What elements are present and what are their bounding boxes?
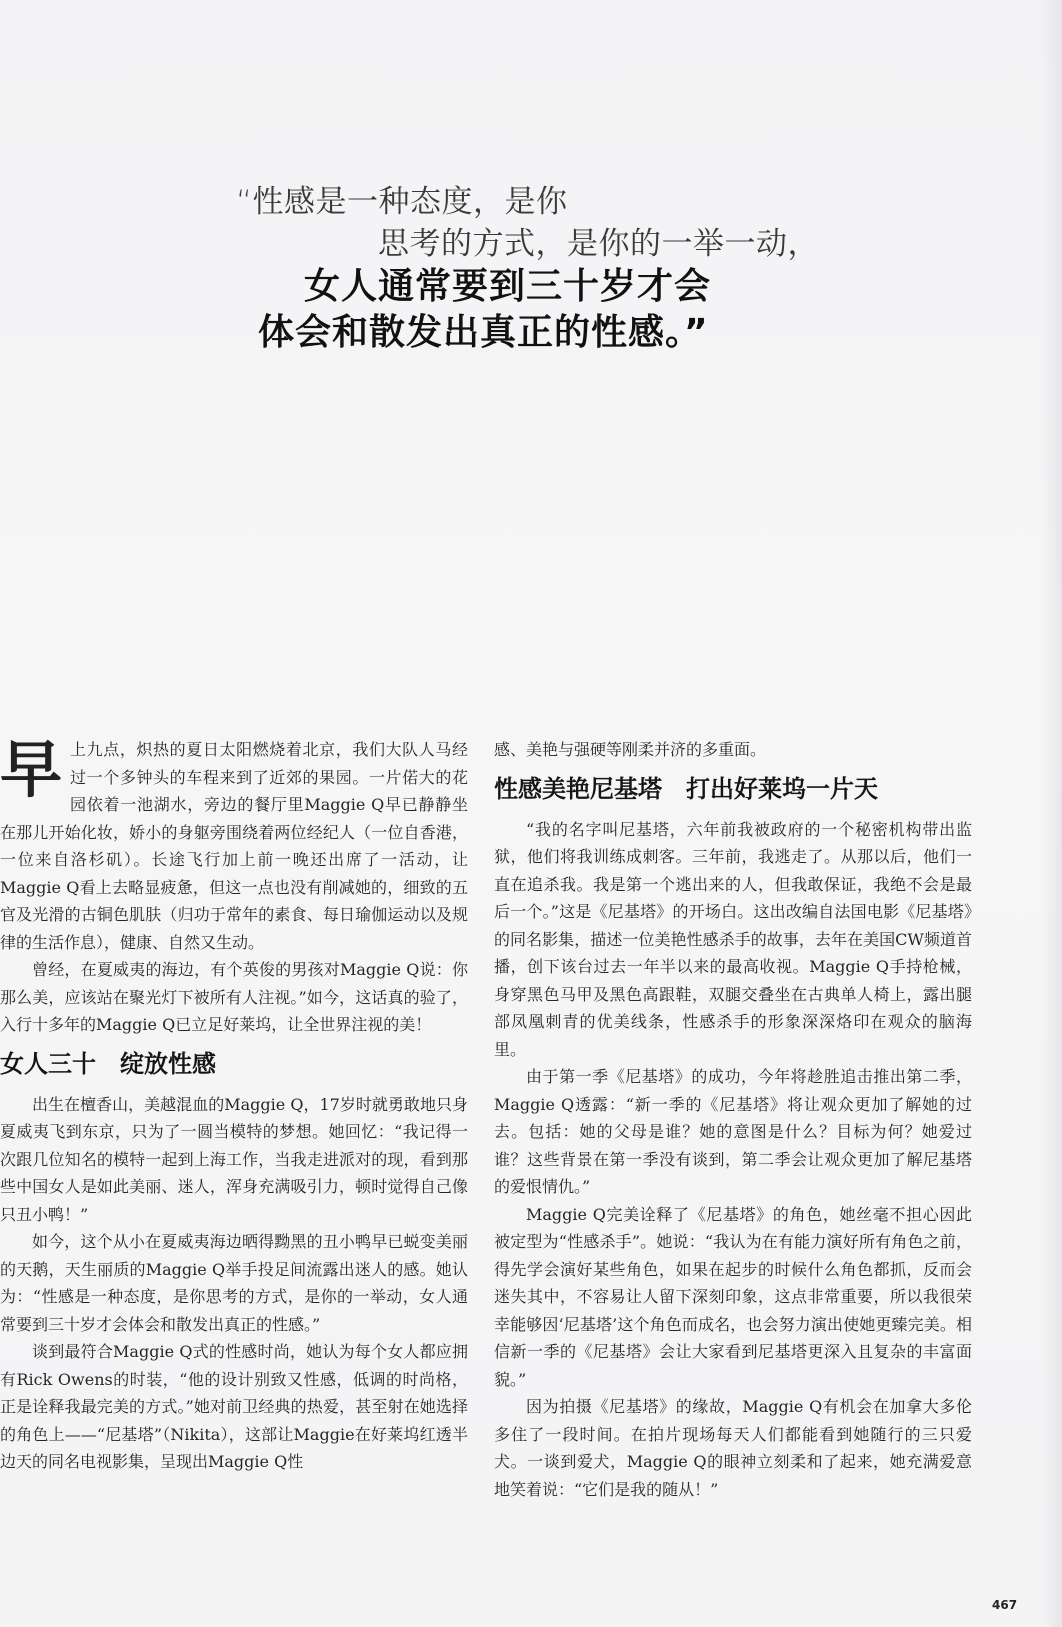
scan-edge-shadow: [1040, 0, 1062, 1627]
pull-quote-line-4: 体会和散发出真正的性感。”: [258, 312, 709, 353]
article-paragraph: 曾经，在夏威夷的海边，有个英俊的男孩对Maggie Q说：你那么美，应该站在聚光灯下被所有人注视。”如今，这话真的验了，入行十多年的Maggie Q已立足好莱坞，让全世界注视的美！: [0, 960, 468, 1034]
article-paragraph: 谈到最符合Maggie Q式的性感时尚，她认为每个女人都应拥有Rick Owens的时装，“他的设计别致又性感，低调的时尚格，正是诠释我最完美的方式。”她对前卫经典的热爱，甚至射在她选择的角色上——“尼基塔”（Nikita），这部让Maggie在好莱坞红透半边天的同名电视影集，呈现出Maggie Q性: [0, 1342, 468, 1471]
article-paragraph: 感、美艳与强硬等刚柔并济的多重面。: [494, 740, 767, 759]
article-paragraph: 因为拍摄《尼基塔》的缘故，Maggie Q有机会在加拿大多伦多住了一段时间。在拍片现场每天人们都能看到她随行的三只爱犬。一谈到爱犬，Maggie Q的眼神立刻柔和了起来，她充满爱意地笑着说：“它们是我的随从！”: [494, 1397, 972, 1499]
drop-cap: 早: [0, 733, 63, 806]
section-heading: 性感美艳尼基塔 打出好莱坞一片天: [494, 774, 878, 803]
article-paragraph: “我的名字叫尼基塔，六年前我被政府的一个秘密机构带出监狱，他们将我训练成刺客。三年前，我逃走了。从那以后，他们一直在追杀我。我是第一个逃出来的人，但我敢保证，我绝不会是最后一个。”这是《尼基塔》的开场白。这出改编自法国电影《尼基塔》的同名影集，描述一位美艳性感杀手的故事，去年在美国CW频道首播，创下该台过去一年半以来的最高收视。Maggie Q手持枪械，身穿黑色马甲及黑色高跟鞋，双腿交叠坐在古典单人椅上，露出腿部凤凰刺青的优美线条，性感杀手的形象深深烙印在观众的脑海里。: [494, 819, 972, 1059]
pull-quote-line-2: 思考的方式，是你的一举一动，: [378, 226, 819, 262]
pull-quote-line-3: 女人通常要到三十岁才会: [304, 266, 712, 307]
article-column-left: [0, 733, 468, 1476]
article-paragraph: [0, 733, 468, 956]
article-paragraph: 出生在檀香山，美越混血的Maggie Q，17岁时就勇敢地只身夏威夷飞到东京，只为了一圆当模特的梦想。她回忆：“我记得一次跟几位知名的模特一起到上海工作，当我走进派对的现，看到那些中国女人是如此美丽、迷人，浑身充满吸引力，顿时觉得自己像只丑小鸭！”: [0, 1094, 468, 1224]
article-column-right: [494, 736, 972, 1503]
article-paragraph: 如今，这个从小在夏威夷海边晒得黝黑的丑小鸭早已蜕变美丽的天鹅，天生丽质的Maggie Q举手投足间流露出迷人的感。她认为：“性感是一种态度，是你思考的方式，是你的一举动，女人通常要到三十岁才会体会和散发出真正的性感。”: [0, 1232, 468, 1334]
article-paragraph: Maggie Q完美诠释了《尼基塔》的角色，她丝毫不担心因此被定型为“性感杀手”。她说：“我认为在有能力演好所有角色之前，得先学会演好某些角色，如果在起步的时候什么角色都抓，反而会迷失其中，不容易让人留下深刻印象，这点非常重要，所以我很荣幸能够因‘尼基塔’这个角色而成名，也会努力演出使她更臻完美。相信新一季的《尼基塔》会让大家看到尼基塔更深入且复杂的丰富面貌。”: [494, 1204, 972, 1389]
pull-quote-line-1: “性感是一种态度，是你: [236, 184, 568, 220]
page-number: 467: [992, 1598, 1018, 1612]
section-heading: 女人三十 绽放性感: [0, 1049, 216, 1078]
article-paragraph: 由于第一季《尼基塔》的成功，今年将趁胜追击推出第二季，Maggie Q透露：“新一季的《尼基塔》将让观众更加了解她的过去。包括：她的父母是谁？她的意图是什么？目标为何？她爱过谁？这些背景在第一季没有谈到，第二季会让观众更加了解尼基塔的爱恨情仇。”: [494, 1067, 972, 1196]
paragraph-text: 上九点，炽热的夏日太阳燃烧着北京，我们大队人马经过一个多钟头的车程来到了近郊的果园。一片偌大的花园依着一池湖水，旁边的餐厅里Maggie Q早已静静坐在那儿开始化妆，娇小的身躯旁围绕着两位经纪人（一位自香港，一位来自洛杉矶）。长途飞行加上前一晚还出席了一活动，让Maggie Q看上去略显疲惫，但这一点也没有削减她的，细致的五官及光滑的古铜色肌肤（归功于常年的素食、每日瑜伽运动以及规律的生活作息），健康、自然又生动。: [0, 740, 468, 952]
